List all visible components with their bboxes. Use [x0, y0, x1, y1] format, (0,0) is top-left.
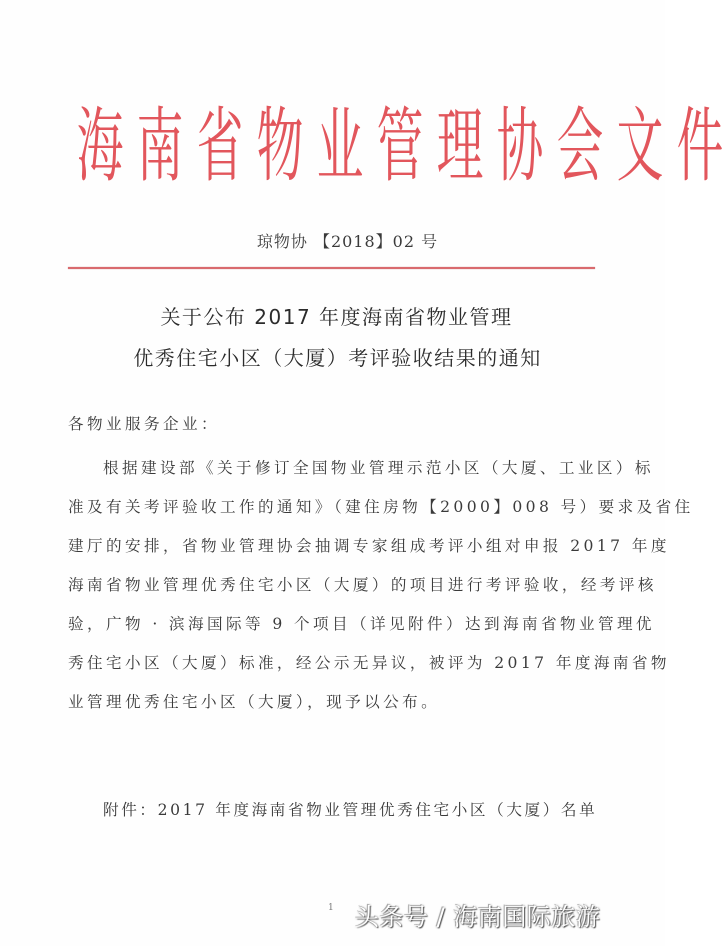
masthead-char: 海	[76, 99, 124, 194]
body-line: 秀住宅小区（大厦）标准，经公示无异议，被评为 2017 年度海南省物	[68, 654, 670, 672]
masthead-char: 管	[376, 99, 424, 194]
masthead-char: 省	[196, 99, 244, 194]
body-line: 准及有关考评验收工作的通知》（建住房物【2000】008 号）要求及省住	[68, 498, 694, 516]
masthead-char: 会	[556, 99, 604, 194]
masthead-char: 协	[496, 99, 544, 194]
salutation: 各物业服务企业：	[68, 415, 220, 433]
body-line: 根据建设部《关于修订全国物业管理示范小区（大厦、工业区）标	[103, 459, 654, 477]
watermark-text: 头条号 / 海南国际旅游	[355, 903, 601, 931]
body-line: 业管理优秀住宅小区（大厦），现予以公布。	[68, 693, 441, 711]
attachment-line: 附件：2017 年度海南省物业管理优秀住宅小区（大厦）名单	[103, 801, 598, 819]
page-number: 1	[328, 903, 334, 913]
masthead-char: 件	[676, 99, 723, 194]
document-number: 琼物协 【2018】02 号	[256, 232, 439, 251]
body-line: 海南省物业管理优秀住宅小区（大厦）的项目进行考评验收，经考评核	[68, 576, 657, 594]
masthead-char: 南	[136, 99, 184, 194]
body-line: 验，广物 · 滨海国际等 9 个项目（详见附件）达到海南省物业管理优	[68, 615, 655, 633]
masthead-char: 物	[256, 99, 304, 194]
masthead-title	[70, 95, 723, 194]
body-line: 建厅的安排，省物业管理协会抽调专家组成考评小组对申报 2017 年度	[68, 537, 670, 555]
masthead-char: 理	[436, 99, 484, 194]
masthead-char: 业	[316, 99, 364, 194]
masthead-char: 文	[616, 99, 664, 194]
notice-title-line-1: 关于公布 2017 年度海南省物业管理	[160, 305, 513, 329]
notice-title-line-2: 优秀住宅小区（大厦）考评验收结果的通知	[133, 346, 542, 370]
red-divider-rule	[68, 267, 595, 269]
